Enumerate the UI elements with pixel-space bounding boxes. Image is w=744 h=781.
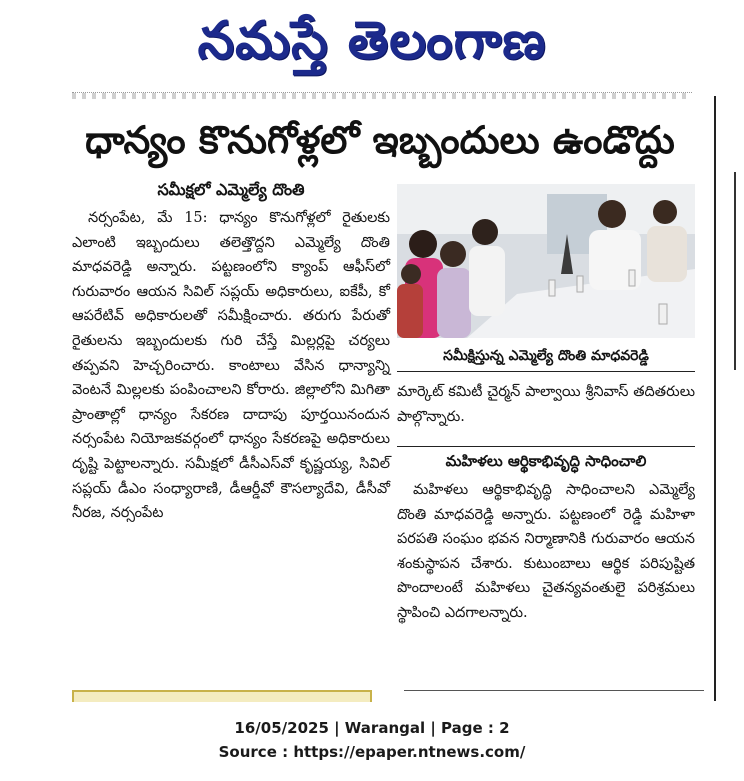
sidebar-article-subhead: మహిళలు ఆర్థికాభివృద్ధి సాధించాలి <box>397 446 695 475</box>
page-footer <box>0 716 744 764</box>
article-headline: ధాన్యం కొనుగోళ్లలో ఇబ్బందులు ఉండొద్దు <box>85 118 675 162</box>
footer-date-edition: 16/05/2025 | Warangal | Page : 2 <box>234 719 510 737</box>
column-divider-top <box>714 96 716 701</box>
next-article-box-edge <box>72 690 372 702</box>
sidebar-article-text: మహిళలు ఆర్థికాభివృద్ధి సాధించాలని ఎమ్మెల్యే దొంతి మాధవరెడ్డి అన్నారు. పట్టణంలో రెడ్డి మహిళా పరపతి సంఘం భవన నిర్మాణానికి గురువారం ఆయన శంకుస్థాపన చేశారు. కుటుంబాలు ఆర్థిక పరిపుష్టిత పొందాలంటే మహిళలు చైతన్యవంతులై పరిశ్రమలు స్థాపించి ఎదగాలన్నారు. <box>397 482 695 621</box>
article-body-right <box>397 380 695 429</box>
article-body-left <box>72 206 390 526</box>
previous-article-cut-line <box>72 92 692 107</box>
bottom-divider <box>404 690 704 691</box>
article-subhead: సమీక్షలో ఎమ్మెల్యే దొంతి <box>157 180 305 199</box>
masthead-title: నమస్తే తెలంగాణ <box>197 11 547 71</box>
photo-caption: సమీక్షిస్తున్న ఎమ్మెల్యే దొంతి మాధవరెడ్డి <box>397 341 695 372</box>
adjacent-column-edge <box>734 172 744 370</box>
meeting-photo <box>397 184 695 338</box>
article-body-text: నర్సంపేట, మే 15: ధాన్యం కొనుగోళ్లలో రైతులకు ఎలాంటి ఇబ్బందులు తలెత్తొద్దని ఎమ్మెల్యే దొంతి మాధవరెడ్డి అన్నారు. పట్టణంలోని క్యాంప్ ఆఫీస్‌లో గురువారం ఆయన సివిల్ సప్లయ్ అధికారులు, ఐకేపీ, కో ఆపరేటివ్ అధికారులతో సమీక్షించారు. తరుగు పేరుతో రైతులను ఇబ్బందులకు గురి చేస్తే మిల్లర్లపై చర్యలు తప్పవని హెచ్చరించారు. కాంటాలు వేసిన ధాన్యాన్ని వెంటనే మిల్లలకు పంపించాలని కోరారు. జిల్లాలోని మిగితా ప్రాంతాల్లో ధాన్యం సేకరణ దాదాపు పూర్తయినందున నర్సంపేట నియోజకవర్గంలో ధాన్యం సేకరణపై అధికారులు దృష్టి పెట్టాలన్నారు. సమీక్షలో డీసీఎస్‌వో కృష్ణయ్య, సివిల్ సప్లయ్ డీఎం సంధ్యారాణి, డీఆర్డీవో కౌసల్యాదేవి, డీసీవో నీరజ, నర్సంపేట <box>72 210 390 522</box>
article-body-continued: మార్కెట్ కమిటీ చైర్మన్ పాల్వాయి శ్రీనివాస్ తదితరులు పాల్గొన్నారు. <box>397 384 695 425</box>
footer-source: Source : https://epaper.ntnews.com/ <box>218 743 526 761</box>
sidebar-article-body <box>397 478 695 626</box>
